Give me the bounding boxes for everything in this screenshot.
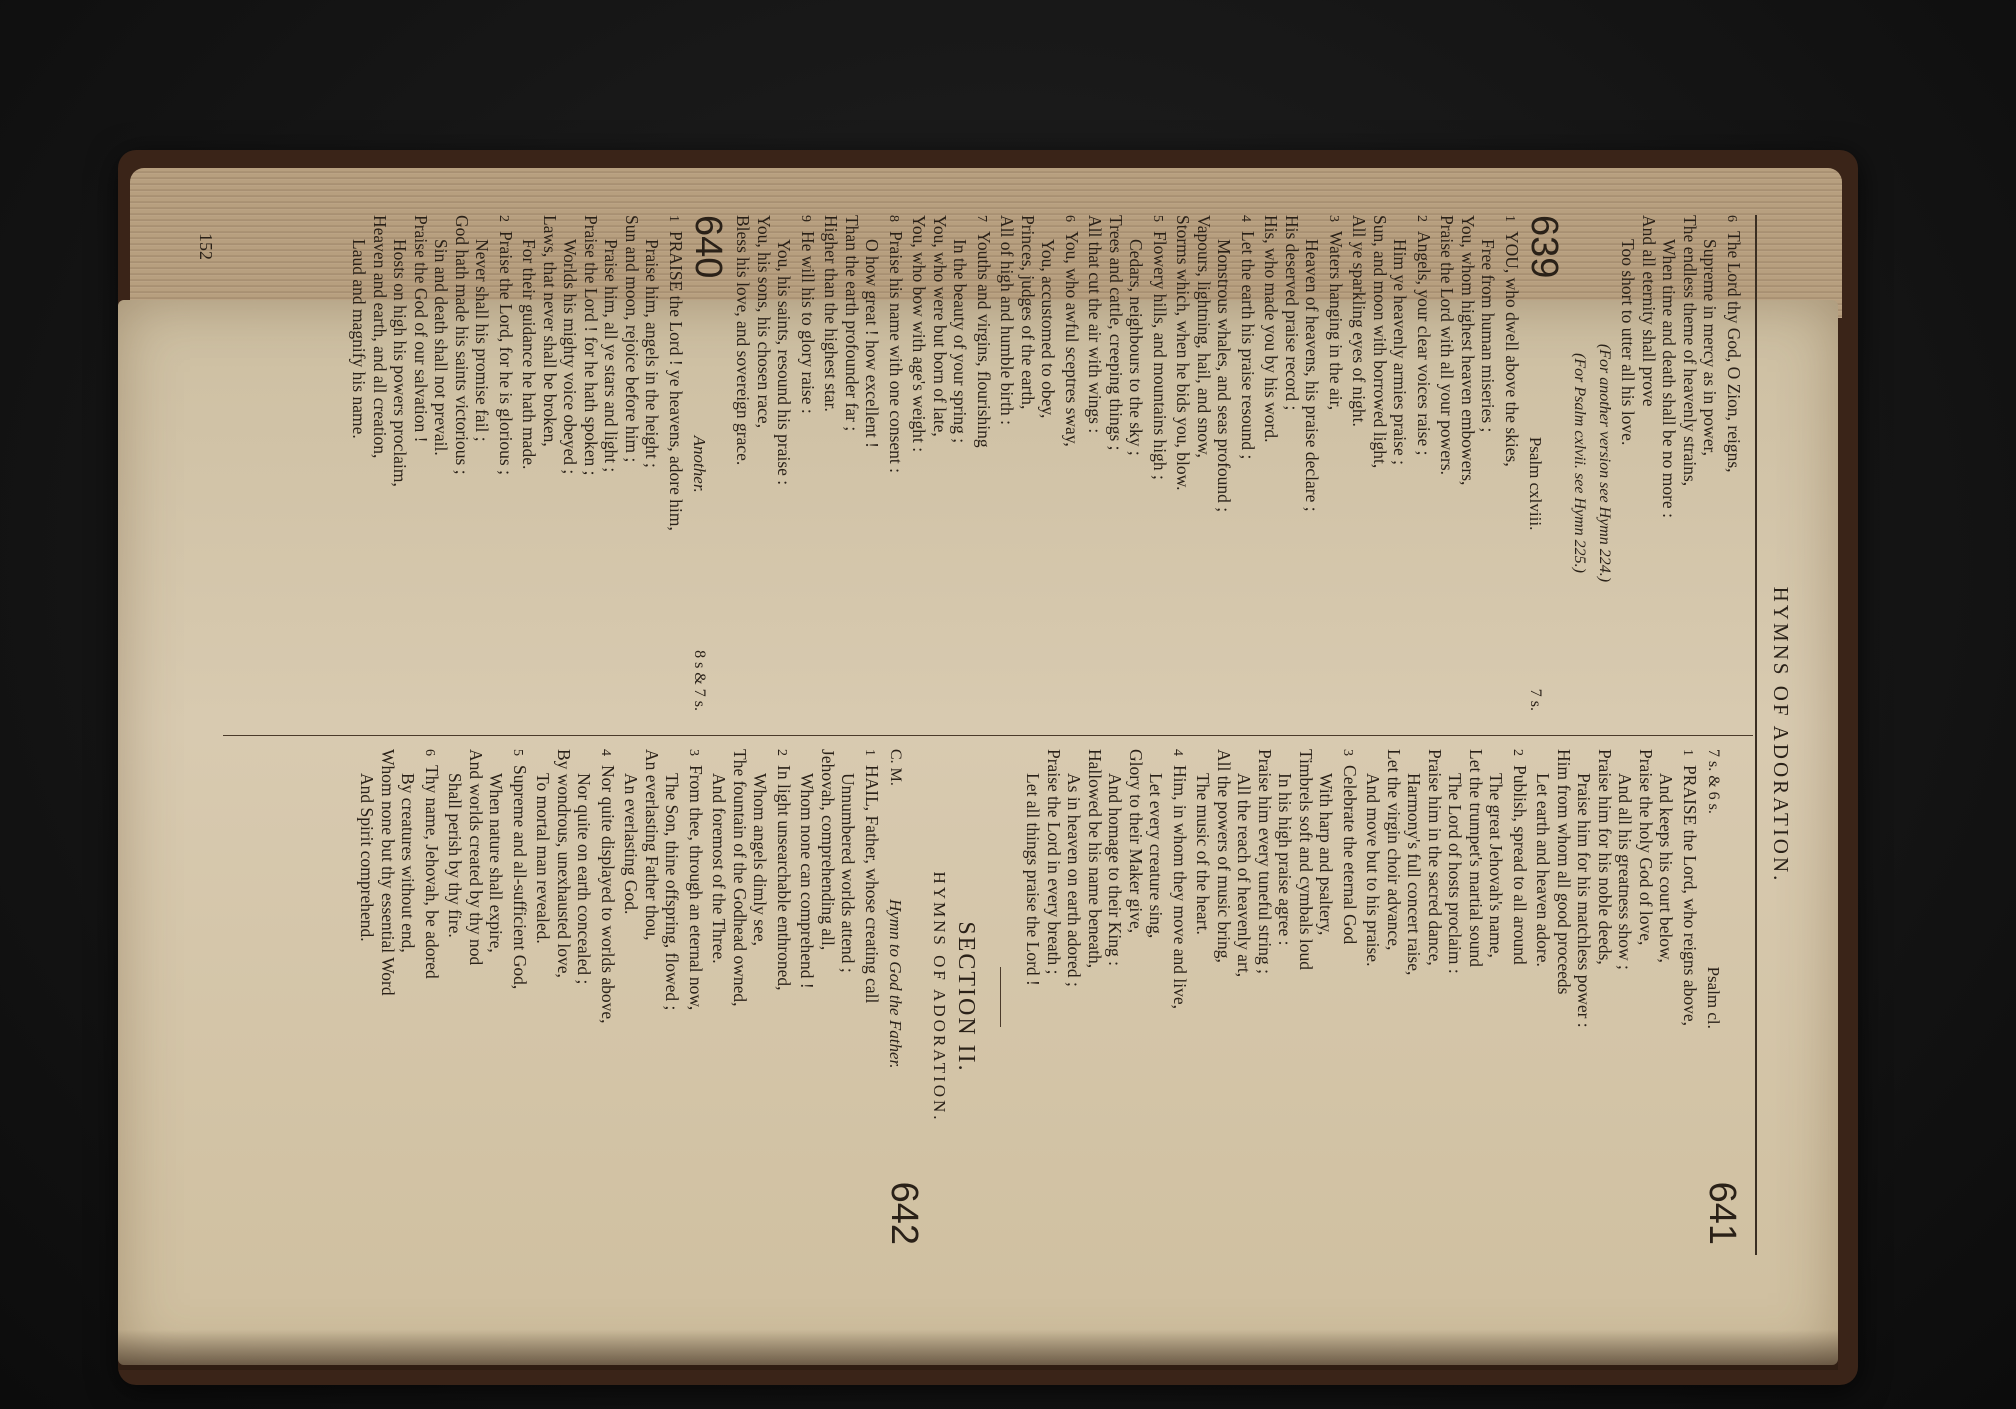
- verse-line-first: [1059, 215, 1083, 711]
- stanza: [997, 215, 1082, 711]
- verse-line: Glory to their Maker give,: [1126, 748, 1146, 933]
- stanza-number: 3: [1326, 214, 1341, 222]
- verse-line: Praise him for his noble deeds,: [1595, 748, 1615, 965]
- verse-line-first: [795, 215, 819, 711]
- stanza: [1261, 215, 1346, 711]
- verse-line: The Son, thine offspring, flowed ;: [662, 772, 683, 1010]
- verse-line: To mortal man revealed.: [533, 772, 554, 944]
- hymn-meter: 7 s.: [1527, 688, 1545, 711]
- verse-line: You, who awful sceptres sway,: [1062, 230, 1082, 447]
- stanza-number: 1: [666, 214, 681, 222]
- verse-line: Monstrous whales, and seas profound ;: [1214, 238, 1235, 512]
- stanza: [1533, 749, 1700, 1245]
- verse-line: Whom angels dimly see,: [750, 772, 771, 946]
- verse-line: Publish, spread to all around: [1510, 764, 1530, 965]
- printed-page: [193, 215, 1793, 1255]
- verse-line: HAIL, Father, whose creating call: [862, 764, 882, 1003]
- verse-line: Bless his love, and sovereign grace.: [733, 214, 754, 465]
- stanza: [519, 215, 686, 711]
- verse-line: Praise his name with one consent :: [886, 230, 906, 473]
- verse-line: Praise him every tuneful string ;: [1255, 748, 1275, 974]
- verse-line: Shall perish by thy fire.: [445, 772, 466, 938]
- verse-line-first: [1337, 749, 1361, 1245]
- verse-line: Timbrels soft and cymbals loud: [1296, 748, 1316, 970]
- verse-line: When nature shall expire,: [486, 772, 507, 953]
- verse-line: In light unsearchable enthroned,: [774, 764, 794, 990]
- verse-line-first: [419, 749, 443, 1245]
- stanza: [909, 215, 994, 711]
- verse-line: In the beauty of your spring ;: [950, 238, 971, 443]
- verse-line: All the powers of music bring,: [1214, 748, 1234, 963]
- verse-line-first: [1677, 749, 1701, 1245]
- section-title: SECTION II.: [953, 920, 979, 1073]
- verse-line: His deserved praise record ;: [1282, 214, 1302, 410]
- verse-line: The Lord thy God, O Zion, reigns,: [1724, 230, 1744, 473]
- header-rule: [1755, 215, 1757, 1255]
- verse-line: Never shall his promise fail ;: [472, 238, 493, 442]
- verse-line: You, who bow with age's weight :: [909, 214, 930, 452]
- verse-line: Celebrate the eternal God: [1340, 764, 1360, 944]
- verse-line: The fountain of the Godhead owned,: [730, 748, 750, 1007]
- hymn-number: 641: [1701, 1181, 1743, 1245]
- stanza: [1437, 215, 1522, 711]
- verse-line: When time and death shall be no more :: [1659, 238, 1680, 518]
- verse-line: Sun, and moon with borrowed light,: [1370, 214, 1390, 468]
- verse-line: Jehovah, comprehending all,: [818, 748, 838, 950]
- verse-line: From thee, through an eternal now,: [686, 764, 706, 1010]
- verse-line: Cedars, neighbours to the sky ;: [1126, 238, 1147, 456]
- hymn-639-body: [733, 215, 1522, 711]
- page-number: 152: [196, 232, 216, 260]
- stanza-number: 4: [598, 748, 613, 756]
- verse-line: Praise him, angels in the height ;: [642, 238, 663, 468]
- stanza: [445, 749, 530, 1245]
- verse-line: The endless theme of heavenly strains,: [1680, 214, 1700, 486]
- verse-line: PRAISE the Lord, who reigns above,: [1680, 764, 1700, 1026]
- verse-line: Vapours, lightning, hail, and snow,: [1194, 214, 1214, 458]
- verse-line: With harp and psaltery,: [1316, 772, 1337, 935]
- hymn-title: Psalm cxlviii.: [1526, 436, 1546, 530]
- stanza-number: 4: [1170, 748, 1185, 756]
- verse-line-first: [1507, 749, 1531, 1245]
- verse-line: Let every creature sing,: [1146, 772, 1167, 938]
- stanza: [1363, 749, 1530, 1245]
- stanza: [349, 215, 516, 711]
- verse-line: Harmony's full concert raise,: [1404, 772, 1425, 975]
- right-column: [355, 749, 1747, 1245]
- verse-line: In his high praise agree :: [1275, 772, 1296, 946]
- hymn-title: Hymn to God the Father.: [886, 898, 906, 1068]
- verse-line-first: [663, 215, 687, 711]
- verse-line: Nor quite on earth concealed ;: [574, 772, 595, 984]
- verse-line: Praise him, all ye stars and light ;: [601, 238, 622, 472]
- stanza-number: 1: [1680, 748, 1695, 756]
- verse-line-first: [771, 749, 795, 1245]
- verse-line: Praise the Lord ! for he hath spoken ;: [581, 214, 601, 475]
- verse-line: Let the trumpet's martial sound: [1466, 748, 1486, 967]
- stanza: [357, 749, 442, 1245]
- stanza-number: 5: [1150, 214, 1165, 222]
- hymn-number: 642: [883, 1181, 925, 1245]
- hymn-heading: [1525, 215, 1563, 711]
- verse-line: For their guidance he hath made.: [519, 238, 540, 469]
- verse-line: You, his saints, resound his praise :: [774, 238, 795, 485]
- verse-line: And move but to his praise.: [1363, 772, 1384, 966]
- stanza-continued: [1618, 215, 1744, 711]
- verse-line: Let all things praise the Lord !: [1023, 772, 1044, 986]
- verse-line: Praise him for his matchless power :: [1574, 772, 1595, 1028]
- verse-line-first: [971, 215, 995, 711]
- verse-line: Waters hanging in the air,: [1326, 230, 1346, 410]
- hymn-heading: [1703, 749, 1741, 1245]
- stanza: [1349, 215, 1434, 711]
- stanza: [1085, 215, 1170, 711]
- stanza-number: 7: [974, 214, 989, 222]
- stanza-number: 3: [686, 748, 701, 756]
- stanza-number: 6: [422, 748, 437, 756]
- verse-line: Thy name, Jehovah, be adored: [422, 764, 442, 979]
- stanza-number: 1: [862, 748, 877, 756]
- verse-line: Hosts on high his powers proclaim,: [390, 238, 411, 487]
- verse-line: Flowery hills, and mountains high ;: [1150, 230, 1170, 480]
- stanza: [621, 749, 706, 1245]
- verse-line: The Lord of hosts proclaim :: [1445, 772, 1466, 974]
- stanza-number: 8: [886, 214, 901, 222]
- verse-line: You, his sons, his chosen race,: [754, 214, 774, 428]
- verse-line: Princes, judges of the earth,: [1018, 214, 1038, 409]
- stanza-number: 1: [1502, 214, 1517, 222]
- section-subtitle: HYMNS OF ADORATION.: [930, 870, 950, 1123]
- verse-line: Him ye heavenly armies praise ;: [1390, 238, 1411, 465]
- verse-line: And worlds created by thy nod: [466, 748, 486, 965]
- verse-line: By wondrous, unexhausted love,: [554, 748, 574, 978]
- verse-line: His, who made you by his word.: [1261, 214, 1282, 442]
- running-head: HYMNS OF ADORATION.: [1769, 586, 1793, 883]
- verse-line: Worlds his mighty voice obeyed ;: [560, 238, 581, 474]
- hymn-number: 639: [1523, 214, 1565, 278]
- verse-line: Sin and death shall not prevail.: [431, 238, 452, 456]
- stanza-number: 2: [1510, 748, 1525, 756]
- verse-line: And all his greatness show ;: [1615, 772, 1636, 970]
- verse-line-first: [595, 749, 619, 1245]
- hymn-heading: [885, 749, 923, 1245]
- verse-line-first: [883, 215, 907, 711]
- verse-line: All ye sparkling eyes of night.: [1349, 214, 1370, 427]
- verse-line: Praise him in the sacred dance,: [1425, 748, 1445, 966]
- verse-line: Laud and magnify his name.: [349, 238, 370, 439]
- verse-line-first: [1235, 215, 1259, 711]
- section-divider: [1000, 967, 1001, 1027]
- hymn-title: Psalm cl.: [1704, 966, 1724, 1029]
- verse-line: All that cut the air with wings :: [1085, 214, 1106, 433]
- verse-line: You, accustomed to obey,: [1038, 238, 1059, 418]
- verse-line: As in heaven on earth adored ;: [1064, 772, 1085, 987]
- cross-reference-note: (For another version see Hymn 224.): [1596, 343, 1613, 582]
- verse-line: An everlasting Father thou,: [642, 748, 662, 940]
- stanza: [797, 749, 882, 1245]
- verse-line: Him, in whom they move and live,: [1170, 764, 1190, 1009]
- cross-reference-note: (For Psalm cxlvii. see Hymn 225.): [1571, 352, 1589, 573]
- verse-line: All of high and humble birth :: [997, 214, 1018, 425]
- verse-line: Praise the Lord, for he is glorious ;: [496, 230, 516, 475]
- verse-line: O how great ! how excellent !: [862, 238, 883, 448]
- stanza: [733, 215, 818, 711]
- verse-line: Whom none can comprehend !: [797, 772, 818, 989]
- verse-line: YOU, who dwell above the skies,: [1502, 230, 1522, 467]
- verse-line: And all eternity shall prove: [1639, 214, 1659, 406]
- verse-line: Trees and cattle, creeping things ;: [1106, 214, 1126, 451]
- verse-line: The music of the heart.: [1193, 772, 1214, 935]
- verse-line: You, whom highest heaven embowers,: [1458, 214, 1478, 485]
- verse-line: And keeps his court below,: [1656, 772, 1677, 963]
- verse-line: Laws, that never shall be broken,: [540, 214, 560, 447]
- verse-line: Storms which, when he bids you, blow.: [1173, 214, 1194, 490]
- verse-line: Free from human miseries ;: [1478, 238, 1499, 432]
- verse-line: Too short to utter all his love.: [1618, 238, 1639, 445]
- verse-line: Sun and moon, rejoice before him ;: [622, 214, 642, 462]
- stanza-number: 2: [774, 748, 789, 756]
- stanza: [1023, 749, 1190, 1245]
- hymn-640-body: [349, 215, 686, 711]
- verse-line: Let the virgin choir advance,: [1384, 748, 1404, 950]
- verse-line: Let earth and heaven adore.: [1533, 772, 1554, 967]
- verse-line: Angels, your clear voices raise ;: [1414, 230, 1434, 456]
- verse-line: Nor quite displayed to worlds above,: [598, 764, 618, 1024]
- stanza-number: 6: [1062, 214, 1077, 222]
- verse-line: And homage to their King :: [1105, 772, 1126, 966]
- verse-line: All the reach of heavenly art,: [1234, 772, 1255, 977]
- hymn-641-body: [1023, 749, 1700, 1245]
- verse-line: By creatures without end,: [398, 772, 419, 953]
- stanza-number: 4: [1238, 214, 1253, 222]
- verse-line: Praise the God of our salvation !: [411, 214, 431, 442]
- verse-line: You, who were but born of late,: [930, 214, 950, 437]
- stanza-number: 3: [1340, 748, 1355, 756]
- verse-line: Unnumbered worlds attend ;: [838, 772, 859, 973]
- stanza: [533, 749, 618, 1245]
- hymn-meter: C. M.: [887, 748, 905, 786]
- verse-line: PRAISE the Lord ! ye heavens, adore him,: [666, 230, 686, 531]
- verse-line: Heaven and earth, and all creation,: [370, 214, 390, 458]
- stanza-number: 6: [1724, 214, 1739, 222]
- verse-line: Praise the Lord with all your powers.: [1437, 214, 1458, 475]
- verse-line-first: [1411, 215, 1435, 711]
- verse-line: Praise the Lord in every breath ;: [1044, 748, 1064, 974]
- verse-line: Him from whom all good proceeds: [1554, 748, 1574, 994]
- verse-line: And foremost of the Three.: [709, 772, 730, 964]
- stanza: [821, 215, 906, 711]
- verse-line-first: [507, 749, 531, 1245]
- verse-line-first: [1147, 215, 1171, 711]
- hymn-title: Another.: [690, 435, 710, 493]
- stanza-number: 2: [1414, 214, 1429, 222]
- hymn-meter: 8 s & 7 s.: [691, 649, 709, 711]
- hymn-heading: [689, 215, 727, 711]
- verse-line: Let the earth his praise resound ;: [1238, 230, 1258, 459]
- spine-shadow: [118, 1330, 1838, 1370]
- stanza-number: 9: [798, 214, 813, 222]
- verse-line-first: [683, 749, 707, 1245]
- verse-line: An everlasting God.: [621, 772, 642, 914]
- verse-line-first: [1499, 215, 1523, 711]
- hymn-meter: 7 s. & 6 s.: [1705, 748, 1723, 814]
- verse-line: Youths and virgins, flourishing: [974, 230, 994, 448]
- verse-line-first: [859, 749, 883, 1245]
- verse-line: Whom none but thy essential Word: [378, 748, 398, 996]
- stanza: [1193, 749, 1360, 1245]
- verse-line: Supreme in mercy as in power,: [1700, 238, 1721, 456]
- verse-line: Hallowed be his name beneath,: [1085, 748, 1105, 968]
- verse-line-first: [493, 215, 517, 711]
- verse-line: And Spirit comprehend.: [357, 772, 378, 942]
- verse-line: Praise the holy God of love,: [1636, 748, 1656, 945]
- hymn-642-body: [357, 749, 882, 1245]
- verse-line: Than the earth profounder far ;: [842, 214, 862, 431]
- stanza-number: 5: [510, 748, 525, 756]
- verse-line: Heaven of heavens, his praise declare ;: [1302, 238, 1323, 512]
- hymn-number: 640: [687, 214, 729, 278]
- column-rule: [223, 735, 1753, 736]
- stanza-number: 2: [496, 214, 511, 222]
- stanza: [1173, 215, 1258, 711]
- verse-line: Supreme and all-sufficient God,: [510, 764, 530, 989]
- verse-line: He will his to glory raise :: [798, 230, 818, 414]
- stanza: [709, 749, 794, 1245]
- verse-line-first: [1167, 749, 1191, 1245]
- verse-line: The great Jehovah's name,: [1486, 772, 1507, 958]
- verse-line-first: [1323, 215, 1347, 711]
- verse-line: God hath made his saints victorious ;: [452, 214, 472, 475]
- verse-line: Higher than the highest star.: [821, 214, 842, 412]
- left-column: [347, 215, 1747, 711]
